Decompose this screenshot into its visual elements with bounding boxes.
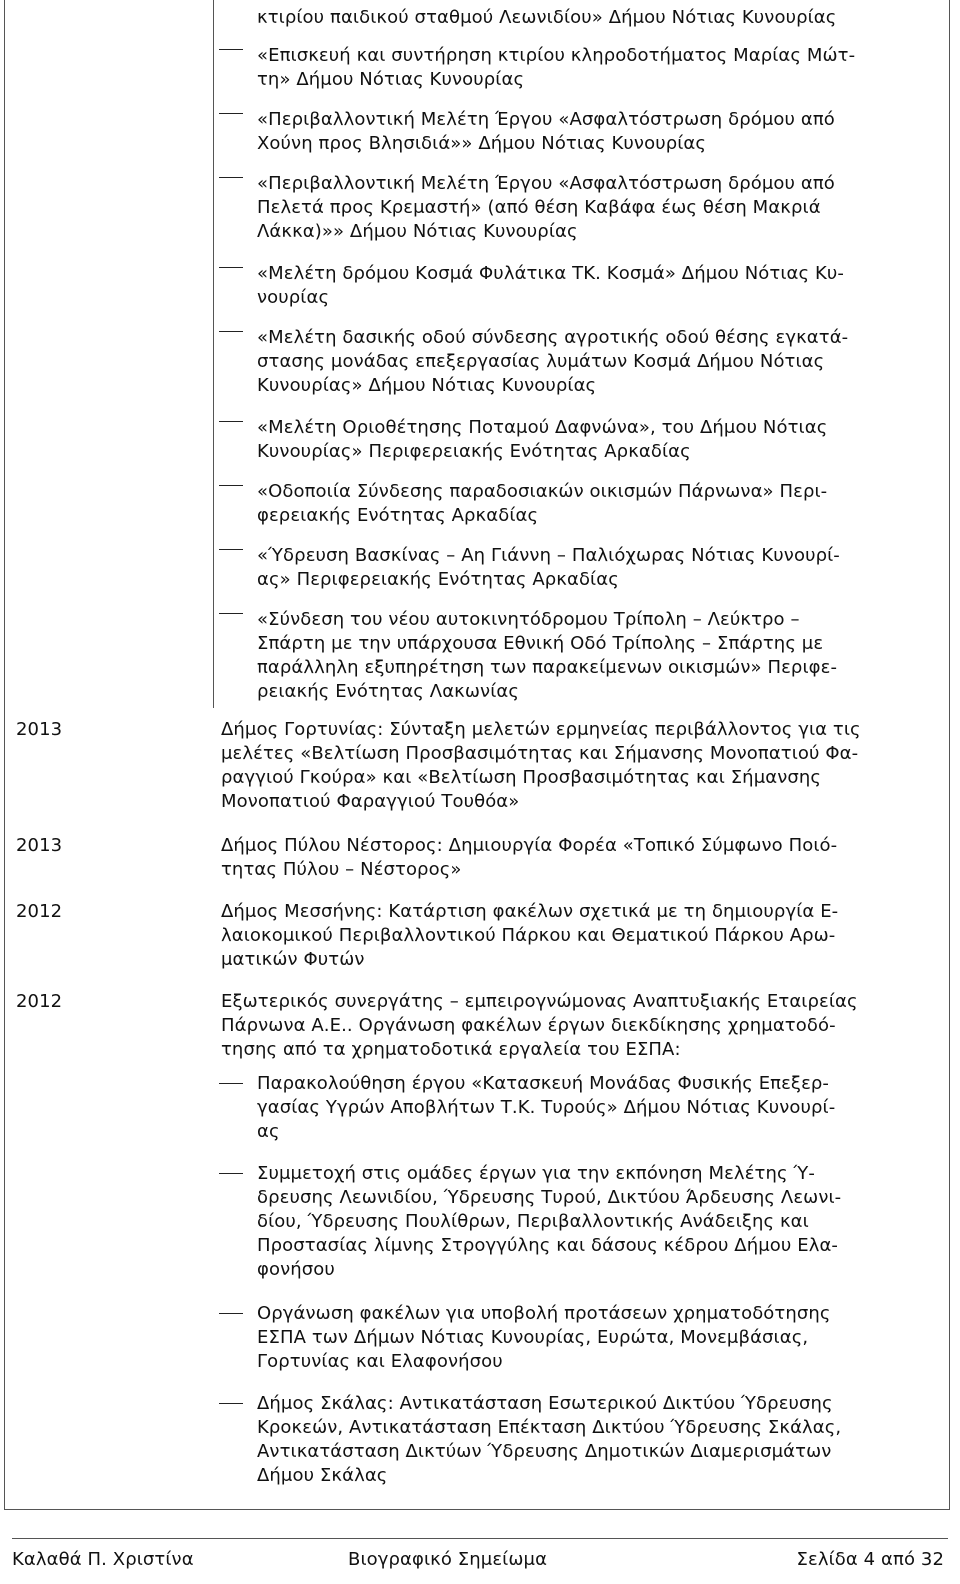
dash-bullet-icon (219, 177, 243, 178)
dash-bullet-icon (219, 267, 243, 268)
column-divider (213, 0, 214, 708)
footer-title: Βιογραφικό Σημείωμα (348, 1549, 548, 1570)
entry-year: 2012 (16, 991, 63, 1012)
dash-bullet-icon (219, 485, 243, 486)
dash-bullet-icon (219, 1173, 243, 1174)
dash-bullet-icon (219, 421, 243, 422)
continuation-line: κτιρίου παιδικού σταθμού Λεωνιδίου» Δήμου Νότιας Κυνουρίας (257, 7, 837, 28)
footer-rule (12, 1538, 948, 1539)
dash-bullet-icon (219, 1083, 243, 1084)
entry-year: 2013 (16, 719, 63, 740)
dash-bullet-icon (219, 1313, 243, 1314)
page-footer (12, 1538, 948, 1574)
cv-table: κτιρίου παιδικού σταθμού Λεωνιδίου» Δήμου Νότιας Κυνουρίας «Επισκευή και συντήρηση κτιρίου κληροδοτήματος Μαρίας Μώτ- τη» Δήμου Νότιας Κυνουρίας «Περιβαλλοντική Μελέτη Έργου «Ασφαλτόστρωση δρόμου από Χούνη προς Βλησιδιά»» Δήμου Νότιας Κυνουρίας «Περιβαλλοντική Μελέτη Έργου «Ασφαλτόστρωση δρόμου από Πελετά προς Κρεμαστή» (από θέση Καβάφα έως θέση Μακριά Λάκκα)»» Δήμου Νότιας Κυνουρίας «Μελέτη δρόμου Κοσμά Φυλάτικα ΤΚ. Κοσμά» Δήμου Νότιας Κυ- νουρίας «Μελέτη δασικής οδού σύνδεσης αγροτικής οδού θέσης εγκατά- στασης μονάδας επεξεργασίας λυμάτων Κοσμά Δήμου Νότιας Κυνουρίας» Δήμου Νότιας Κυνουρίας «Μελέτη Οριοθέτησης Ποταμού Δαφνώνα», του Δήμου Νότιας Κυνουρίας» Περιφερειακής Ενότητας Αρκαδίας «Οδοποιία Σύνδεσης παραδοσιακών οικισμών Πάρνωνα» Περι- φερειακής Ενότητας Αρκαδίας «Ύδρευση Βασκίνας – Αη Γιάννη – Παλιόχωρας Νότιας Κυνουρί- ας» Περιφερειακής Ενότητας Αρκαδίας «Σύνδεση του νέου αυτοκινητόδρομου Τρίπολη – Λεύκτρο – Σπάρτη με την υπάρχουσα Εθνική Οδό Τρίπολης – Σπάρτης με παράλληλη εξυπηρέτηση των παρακείμενων οικισμών» Περιφε- ρειακής Ενότητας Λακωνίας 2013 Δήμος Γορτυνίας: Σύνταξη μελετών ερμηνείας περιβάλλοντος για τις μελέτες «Βελτίωση Προσβασιμότητας και Σήμανσης Μονοπατιού Φα- ραγγιού Γκούρα» και «Βελτίωση Προσβασιμότητας και Σήμανσης Μονοπατιού Φαραγγιού Τουθόα» 2013 Δήμος Πύλου Νέστορος: Δημιουργία Φορέα «Τοπικό Σύμφωνο Ποιό- τητας Πύλου – Νέστορος» 2012 Δήμος Μεσσήνης: Κατάρτιση φακέλων σχετικά με τη δημιουργία Ε- λαιοκομικού Περιβαλλοντικού Πάρκου και Θεματικού Πάρκου Αρω- ματικών Φυτών 2012 Εξωτερικός συνεργάτης – εμπειρογνώμονας Αναπτυξιακής Εταιρείας Πάρνωνα Α.Ε.. Οργάνωση φακέλων έργων διεκδίκησης χρηματοδό- τησης από τα χρηματοδοτικά εργαλεία του ΕΣΠΑ: Παρακολούθηση έργου «Κατασκευή Μονάδας Φυσικής Επεξερ- γασίας Υγρών Αποβλήτων Τ.Κ. Τυρούς» Δήμου Νότιας Κυνουρί- ας Συμμετοχή στις ομάδες έργων για την εκπόνηση Μελέτης Ύ- δρευσης Λεωνιδίου, Ύδρευσης Τυρού, Δικτύου Άρδευσης Λεωνι- δίου, Ύδρευσης Πουλίθρων, Περιβαλλοντικής Ανάδειξης και Προστασίας λίμνης Στρογγύλης και δάσους κέδρου Δήμου Ελα- φονήσου Οργάνωση φακέλων για υποβολή προτάσεων χρηματοδότησης ΕΣΠΑ των Δήμων Νότιας Κυνουρίας, Ευρώτα, Μονεμβάσιας, Γορτυνίας και Ελαφονήσου Δήμος Σκάλας: Αντικατάσταση Εσωτερικού Δικτύου Ύδρευσης Κροκεών, Αντικατάσταση Επέκταση Δικτύου Ύδρευσης Σκάλας, Αντικατάσταση Δικτύων Ύδρευσης Δημοτικών Διαμερισμάτων Δήμου Σκάλας (4, 0, 950, 1510)
dash-bullet-icon (219, 613, 243, 614)
entry-description: Εξωτερικός συνεργάτης – εμπειρογνώμονας Αναπτυξιακής Εταιρείας Πάρνωνα Α.Ε.. Οργάνωση φακέλων έργων διεκδίκησης χρηματοδό- τησης από τα χρηματοδοτικά εργαλεία του ΕΣΠΑ: (221, 991, 858, 1060)
entry-description: Δήμος Γορτυνίας: Σύνταξη μελετών ερμηνείας περιβάλλοντος για τις μελέτες «Βελτίωση Προσβασιμότητας και Σήμανσης Μονοπατιού Φα- ραγγιού Γκούρα» και «Βελτίωση Προσβασιμότητας και Σήμανσης Μονοπατιού Φαραγγιού Τουθόα» (221, 719, 861, 812)
entry-description: Δήμος Μεσσήνης: Κατάρτιση φακέλων σχετικά με τη δημιουργία Ε- λαιοκομικού Περιβαλλοντικού Πάρκου και Θεματικού Πάρκου Αρω- ματικών Φυτών (221, 901, 839, 970)
dash-bullet-icon (219, 1403, 243, 1404)
dash-bullet-icon (219, 331, 243, 332)
entry-year: 2013 (16, 835, 63, 856)
entry-description: Δήμος Πύλου Νέστορος: Δημιουργία Φορέα «Τοπικό Σύμφωνο Ποιό- τητας Πύλου – Νέστορος» (221, 835, 838, 880)
dash-bullet-icon (219, 113, 243, 114)
footer-page-number: Σελίδα 4 από 32 (796, 1549, 944, 1570)
entry-year: 2012 (16, 901, 63, 922)
footer-author: Καλαθά Π. Χριστίνα (12, 1549, 194, 1570)
dash-bullet-icon (219, 49, 243, 50)
dash-bullet-icon (219, 549, 243, 550)
